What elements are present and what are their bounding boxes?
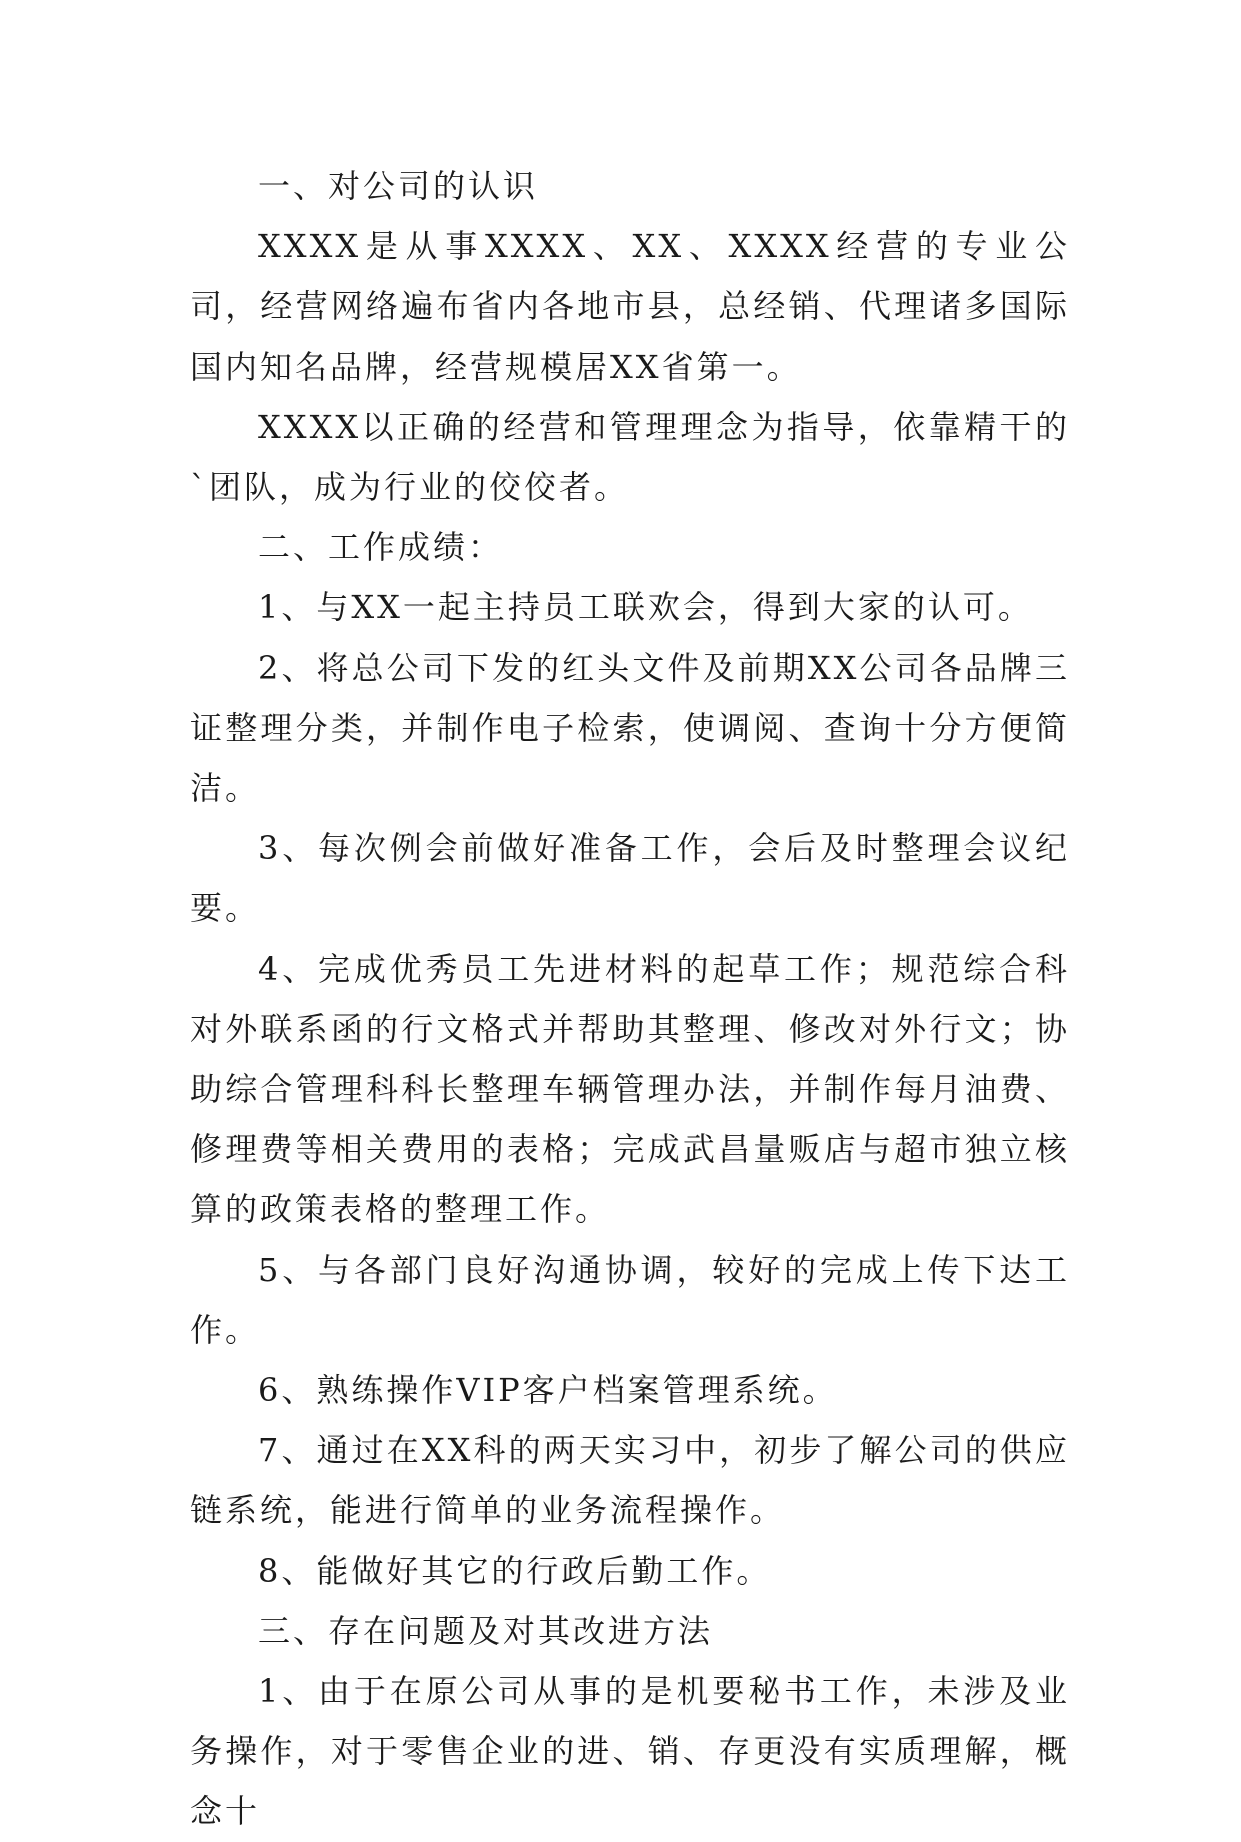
heading-company-understanding: 一、对公司的认识 (258, 167, 539, 205)
heading-work-achievements: 二、工作成绩： (258, 528, 504, 567)
list-item-achievement-1: 1、与XX一起主持员工联欢会，得到大家的认可。 (258, 588, 1033, 627)
paragraph-company-intro: XXXX是从事XXXX、XX、XXXX经营的专业公司，经营网络遍布省内各地市县，总经销、代理诸多国际国内知名品牌，经营规模居XX省第一。 (190, 227, 1070, 386)
list-item-achievement-6: 6、熟练操作VIP客户档案管理系统。 (258, 1371, 838, 1410)
list-item-achievement-4: 4、完成优秀员工先进材料的起草工作；规范综合科对外联系函的行文格式并帮助其整理、修改对外行文；协助综合管理科科长整理车辆管理办法，并制作每月油费、修理费等相关费用的表格；完成武昌量贩店与超市独立核算的政策表格的整理工作。 (190, 949, 1070, 1229)
list-item-achievement-2: 2、将总公司下发的红头文件及前期XX公司各品牌三证整理分类，并制作电子检索，使调阅、查询十分方便简洁。 (190, 648, 1070, 808)
heading-problems-improvements: 三、存在问题及对其改进方法 (258, 1611, 714, 1650)
document-body (190, 156, 1070, 1842)
paragraph-company-philosophy: XXXX以正确的经营和管理理念为指导，依靠精干的`团队，成为行业的佼佼者。 (190, 407, 1070, 507)
list-item-achievement-8: 8、能做好其它的行政后勤工作。 (258, 1551, 772, 1590)
list-item-achievement-3: 3、每次例会前做好准备工作，会后及时整理会议纪要。 (190, 829, 1070, 928)
list-item-achievement-7: 7、通过在XX科的两天实习中，初步了解公司的供应链系统，能进行简单的业务流程操作。 (190, 1431, 1070, 1530)
list-item-problem-1: 1、由于在原公司从事的是机要秘书工作，未涉及业务操作，对于零售企业的进、销、存更没有实质理解，概念十 (190, 1672, 1070, 1831)
list-item-achievement-5: 5、与各部门良好沟通协调，较好的完成上传下达工作。 (190, 1250, 1070, 1349)
